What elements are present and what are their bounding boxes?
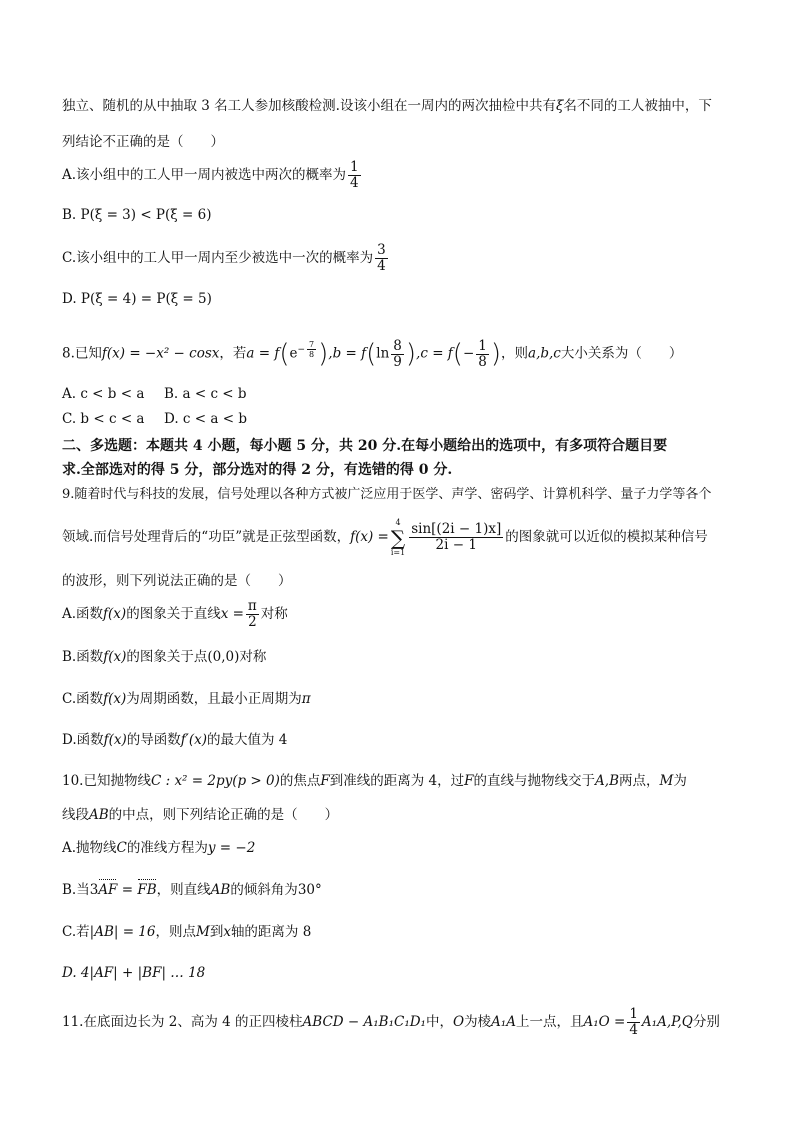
t: ，则直线 (156, 882, 211, 898)
a1o: A₁O = (583, 1014, 626, 1030)
fx: f(x) (103, 732, 127, 748)
t: 的倾斜角为 (230, 882, 298, 898)
frac-den: 4 (350, 175, 359, 191)
q8-option-b: B. a < c < b (164, 386, 247, 402)
opt-text: 的导函数 (126, 732, 181, 748)
x-eq: x = (220, 606, 244, 622)
edge: A₁A (491, 1014, 516, 1030)
t: 两点， (619, 773, 660, 789)
frac-den: 2 (248, 614, 257, 630)
q11-stem-line1 (62, 1002, 720, 1042)
t: 的直线与抛物线交于 (473, 773, 596, 789)
t: 的准线方程为 (126, 840, 208, 856)
opt-text: A.函数 (62, 606, 104, 622)
fx: f(x) (103, 606, 127, 622)
paren-right: ) (490, 339, 502, 369)
opt-text: 对称 (260, 606, 288, 622)
q7-option-a (62, 157, 363, 193)
frac-num: 1 (350, 159, 359, 175)
q9-fraction (409, 522, 503, 553)
focus-f: F (320, 773, 330, 789)
opt-text: 对称 (239, 649, 267, 665)
section2-heading-line2: 求.全部选对的得 5 分，部分选对的得 2 分，有选错的得 0 分. (62, 462, 453, 478)
section2-heading-line1: 二、多选题：本题共 4 小题，每小题 5 分，共 20 分.在每小题给出的选项中，有多项符合题目要 (62, 438, 668, 454)
q8-if: ，若 (219, 345, 247, 362)
t: 到准线的距离为 4，过 (329, 773, 465, 789)
q8-options-row1 (62, 384, 247, 404)
q8-options-row2 (62, 409, 247, 429)
points-pq: ,P,Q (666, 1014, 693, 1030)
q8-a-def: a = f (246, 345, 280, 362)
t: ，则点 (155, 924, 196, 940)
vector-fb: FB (137, 882, 157, 898)
opt-text: 的图象关于点 (126, 649, 208, 665)
q7-option-a-text: A.该小组中的工人甲一周内被选中两次的概率为 (62, 167, 347, 183)
t: 10.已知抛物线 (62, 773, 151, 789)
q8-option-c: C. b < c < a (62, 411, 145, 427)
q8-option-d: D. c < a < b (164, 411, 247, 427)
q8-ln: ln (376, 345, 390, 362)
t: 上一点，且 (515, 1014, 584, 1030)
opt-text: B.函数 (62, 649, 104, 665)
frac-den: 2i − 1 (435, 537, 477, 553)
q8-b-def: ,b = f (328, 345, 367, 362)
t: 11.在底面边长为 2、高为 4 的正四棱柱 (62, 1014, 303, 1030)
t: 到 (209, 924, 224, 940)
q11-fraction (627, 1007, 640, 1038)
frac-num: π (247, 598, 257, 614)
q7-text: 独立、随机的从中抽取 3 名工人参加核酸检测.设该小组在一周内的两次抽检中共有 (62, 98, 556, 114)
q9-option-d (62, 730, 287, 750)
line-ab: AB (210, 882, 231, 898)
x-axis: x (223, 924, 231, 940)
curve-c: C (116, 840, 127, 856)
exp-sign: − (297, 345, 306, 355)
q10-option-c (62, 922, 311, 942)
q7-option-c (62, 240, 390, 276)
fx: f(x) (103, 649, 127, 665)
q8-stem (62, 330, 682, 374)
paren-right: ) (405, 339, 417, 369)
point-m: M (195, 924, 210, 940)
q9-fx: f(x) = (350, 529, 389, 545)
fx: f(x) (103, 691, 127, 707)
frac-num: 1 (478, 337, 487, 354)
q8-b-fraction (391, 339, 404, 370)
opt-text: 为周期函数，且最小正周期为 (126, 691, 302, 707)
t: 的中点，则下列结论正确的是（ ） (108, 807, 339, 823)
q9-stem-line2 (62, 516, 708, 558)
q7-option-a-fraction (348, 160, 361, 191)
q8-tail2: 大小关系为（ ） (560, 345, 683, 362)
q9-option-a (62, 596, 288, 632)
q7-option-c-fraction (375, 243, 388, 274)
frac-num: 3 (377, 242, 386, 258)
frac-num: sin[(2i − 1)x] (411, 521, 502, 537)
option-d-expr: D. 4|AF| + |BF| … 18 (62, 965, 206, 981)
q10-option-d (62, 963, 205, 983)
angle: 30° (297, 882, 322, 898)
points-ab: A,B (595, 773, 619, 789)
sum-symbol: ∑ (390, 525, 406, 550)
edge: A₁A (641, 1014, 667, 1030)
fprime: f′(x) (180, 732, 208, 748)
frac-num: 1 (629, 1006, 638, 1022)
q7-xi: ξ (555, 98, 564, 114)
q7-stem-line2: 列结论不正确的是（ ） (62, 134, 224, 150)
sum-lower: i=1 (390, 547, 406, 557)
q8-option-a: A. c < b < a (62, 386, 145, 402)
t: 中， (425, 1014, 453, 1030)
q10-option-b (62, 880, 322, 900)
t: C.若 (62, 924, 90, 940)
pi: π (301, 691, 311, 707)
q8-function: f(x) = −x² − cosx (101, 345, 220, 362)
q8-c-fraction (476, 339, 489, 370)
t: 轴的距离为 8 (230, 924, 312, 940)
abs-ab: |AB| = 16 (89, 924, 156, 940)
q7-option-d: D. P(ξ = 4) = P(ξ = 5) (62, 291, 212, 307)
q8-c-sign: − (462, 345, 475, 362)
q9-stem-line1: 9.随着时代与科技的发展，信号处理以各种方式被广泛应用于医学、声学、密码学、计算机科学、量子力学等各个 (62, 487, 712, 502)
paren-left: ( (279, 339, 290, 369)
parabola-eq: C : x² = 2py(p > 0) (150, 773, 280, 789)
segment-ab: AB (89, 807, 109, 823)
opt-text: D.函数 (62, 732, 104, 748)
paren-left: ( (366, 339, 377, 369)
t: B.当 (62, 882, 90, 898)
q8-abc: a,b,c (528, 345, 561, 362)
q10-option-a (62, 838, 255, 858)
q9-option-c (62, 689, 311, 709)
frac-den: 9 (393, 353, 402, 370)
q9-stem-line3: 的波形，则下列说法正确的是（ ） (62, 573, 292, 589)
q9-option-a-fraction (246, 599, 259, 630)
q7-option-c-text: C.该小组中的工人甲一周内至少被选中一次的概率为 (62, 250, 374, 266)
prism: ABCD − A₁B₁C₁D₁ (302, 1014, 426, 1030)
t: 线段 (62, 807, 89, 823)
point: (0,0) (207, 649, 240, 665)
frac-den: 8 (478, 353, 487, 370)
frac-den: 8 (309, 350, 315, 359)
point-o: O (452, 1014, 465, 1030)
q9-option-b (62, 647, 266, 667)
frac-den: 4 (377, 258, 386, 274)
q8-tail: ，则 (501, 345, 529, 362)
frac-den: 4 (629, 1022, 638, 1038)
q7-text-end: 名不同的工人被抽中，下 (563, 98, 712, 114)
q7-stem-line1 (62, 96, 712, 116)
q8-e-base: e (289, 345, 298, 362)
q8-lead: 8.已知 (62, 345, 102, 362)
frac-num: 8 (393, 337, 402, 354)
opt-text: C.函数 (62, 691, 104, 707)
q7-option-b: B. P(ξ = 3) < P(ξ = 6) (62, 207, 212, 223)
paren-right: ) (318, 339, 329, 369)
opt-text: 的最大值为 4 (207, 732, 288, 748)
q10-stem-line1 (62, 771, 687, 791)
t: 的焦点 (279, 773, 321, 789)
point-m: M (659, 773, 674, 789)
exp-fraction (307, 340, 316, 359)
opt-text: 的图象关于直线 (126, 606, 221, 622)
q8-c-def: ,c = f (416, 345, 453, 362)
coef: 3 (89, 882, 99, 898)
t: 为棱 (464, 1014, 492, 1030)
q10-stem-line2 (62, 805, 338, 825)
eq: = (117, 882, 138, 898)
focus-f: F (464, 773, 474, 789)
t: 分别 (692, 1014, 720, 1030)
frac-num: 7 (309, 340, 315, 349)
paren-left: ( (452, 339, 463, 369)
q8-exponent (297, 340, 319, 359)
directrix-eq: y = −2 (207, 840, 256, 856)
q9-text-a: 领域.而信号处理背后的“功臣”就是正弦型函数， (62, 529, 351, 545)
t: A.抛物线 (62, 840, 117, 856)
q9-text-b: 的图象就可以近似的模拟某种信号 (505, 529, 708, 545)
vector-af: AF (98, 882, 118, 898)
sum-upper: 4 (395, 517, 401, 527)
t: 为 (673, 773, 687, 789)
q9-summation (391, 518, 405, 558)
